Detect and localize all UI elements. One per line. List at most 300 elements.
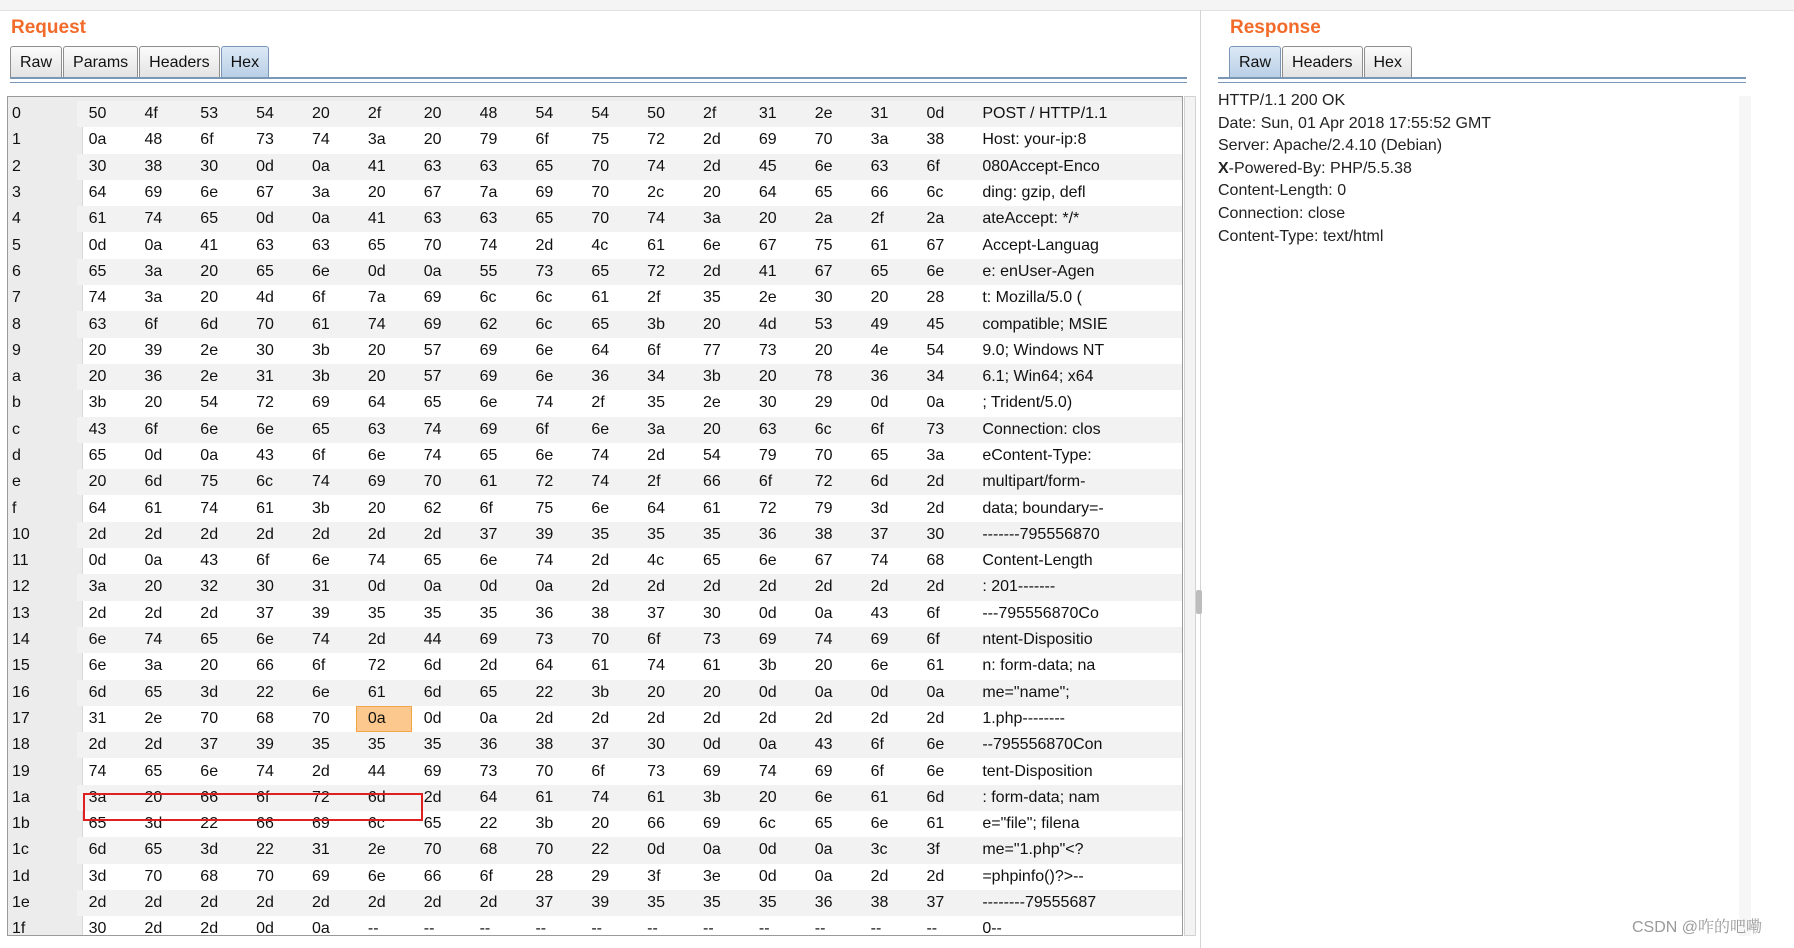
hex-byte-cell[interactable]: 0d: [747, 837, 803, 863]
hex-byte-cell[interactable]: 65: [423, 815, 442, 833]
ascii-cell[interactable]: 0--: [982, 920, 1002, 936]
hex-byte-cell[interactable]: 6e: [479, 394, 498, 412]
hex-byte-cell[interactable]: 54: [200, 394, 219, 412]
hex-byte-cell[interactable]: 2d: [870, 709, 889, 727]
hex-byte-cell[interactable]: 6c: [523, 311, 579, 337]
hex-byte-cell[interactable]: 0a: [803, 837, 859, 863]
hex-byte-cell[interactable]: 0a: [814, 867, 833, 885]
ascii-cell[interactable]: data; boundary=-: [982, 499, 1104, 517]
hex-byte-cell[interactable]: 3d: [88, 867, 107, 885]
hex-byte-cell[interactable]: --: [479, 920, 491, 936]
hex-byte-cell[interactable]: 6d: [423, 657, 442, 675]
hex-byte-cell[interactable]: 70: [814, 131, 833, 149]
hex-row[interactable]: [8, 890, 1182, 916]
hex-byte-cell[interactable]: 66: [256, 815, 274, 833]
hex-byte-cell[interactable]: 2d: [591, 552, 610, 570]
hex-byte-cell[interactable]: 35: [423, 604, 442, 622]
ascii-cell[interactable]: e="file"; filena: [982, 815, 1080, 833]
hex-byte-cell[interactable]: 72: [256, 394, 274, 412]
hex-byte-cell[interactable]: 0d: [758, 604, 777, 622]
hex-byte-cell[interactable]: 2d: [914, 574, 970, 600]
hex-byte-cell[interactable]: 6c: [803, 417, 859, 443]
hex-byte-cell[interactable]: 0d: [244, 206, 300, 232]
hex-byte-cell[interactable]: 37: [256, 604, 274, 622]
hex-byte-cell[interactable]: 66: [647, 815, 665, 833]
hex-byte-cell[interactable]: 6e: [244, 417, 300, 443]
hex-byte-cell[interactable]: 66: [870, 184, 889, 202]
hex-byte-cell[interactable]: 30: [77, 154, 133, 180]
hex-byte-cell[interactable]: 69: [356, 469, 412, 495]
hex-byte-cell[interactable]: 65: [77, 259, 133, 285]
hex-byte-cell[interactable]: 3b: [691, 364, 747, 390]
ascii-cell[interactable]: 1.php--------: [982, 709, 1065, 727]
hex-byte-cell[interactable]: 74: [647, 657, 665, 675]
hex-byte-cell[interactable]: 6f: [256, 552, 270, 570]
hex-byte-cell[interactable]: 6e: [870, 815, 889, 833]
ascii-cell[interactable]: multipart/form-: [970, 469, 1182, 495]
hex-byte-cell[interactable]: 2d: [132, 890, 188, 916]
hex-byte-cell[interactable]: 6d: [77, 680, 133, 706]
hex-byte-cell[interactable]: 63: [77, 311, 133, 337]
hex-byte-cell[interactable]: 50: [635, 101, 691, 127]
hex-byte-cell[interactable]: 0d: [758, 867, 777, 885]
hex-byte-cell[interactable]: 35: [747, 890, 803, 916]
hex-byte-cell[interactable]: 43: [256, 447, 274, 464]
hex-byte-cell[interactable]: 34: [914, 364, 970, 390]
hex-byte-cell[interactable]: 20: [367, 499, 386, 517]
hex-byte-cell[interactable]: 69: [703, 815, 721, 833]
hex-byte-cell[interactable]: 20: [200, 657, 219, 675]
hex-byte-cell[interactable]: 61: [523, 785, 579, 811]
hex-byte-cell[interactable]: 48: [468, 101, 524, 127]
hex-byte-cell[interactable]: 57: [423, 341, 442, 359]
hex-byte-cell[interactable]: 0a: [200, 447, 219, 464]
hex-byte-cell[interactable]: 6e: [803, 154, 859, 180]
hex-byte-cell[interactable]: 72: [635, 259, 691, 285]
hex-byte-cell[interactable]: 2e: [803, 101, 859, 127]
hex-byte-cell[interactable]: 3a: [367, 131, 386, 149]
hex-byte-cell[interactable]: 6d: [77, 837, 133, 863]
hex-byte-cell[interactable]: 6e: [914, 732, 970, 758]
hex-byte-cell[interactable]: 3b: [691, 785, 747, 811]
hex-byte-cell[interactable]: 28: [926, 289, 945, 307]
hex-byte-cell[interactable]: 0d: [144, 447, 163, 464]
hex-byte-cell[interactable]: 66: [188, 785, 244, 811]
hex-byte-cell[interactable]: 2d: [132, 522, 188, 548]
hex-byte-cell[interactable]: 63: [356, 417, 412, 443]
hex-byte-cell[interactable]: 67: [814, 552, 833, 570]
hex-byte-cell[interactable]: 20: [423, 131, 442, 149]
hex-byte-cell[interactable]: 67: [256, 184, 274, 202]
hex-byte-cell[interactable]: 74: [479, 236, 498, 254]
hex-byte-cell[interactable]: 65: [579, 259, 635, 285]
hex-row[interactable]: [8, 285, 1182, 311]
hex-byte-cell[interactable]: 2d: [300, 890, 356, 916]
ascii-cell[interactable]: e: enUser-Agen: [970, 259, 1182, 285]
hex-byte-cell[interactable]: 53: [188, 101, 244, 127]
hex-byte-cell[interactable]: 0d: [356, 574, 412, 600]
hex-byte-cell[interactable]: 73: [479, 762, 498, 780]
hex-byte-cell[interactable]: 6e: [591, 499, 610, 517]
hex-byte-cell[interactable]: 73: [256, 131, 274, 149]
hex-byte-cell[interactable]: 6e: [300, 259, 356, 285]
hex-byte-cell[interactable]: 2d: [356, 890, 412, 916]
hex-byte-cell[interactable]: 7a: [479, 184, 498, 202]
hex-byte-cell[interactable]: 2d: [591, 709, 610, 727]
hex-byte-cell[interactable]: 2d: [77, 522, 133, 548]
hex-row[interactable]: [8, 232, 1182, 258]
hex-byte-cell[interactable]: 69: [535, 184, 554, 202]
hex-byte-cell[interactable]: 61: [468, 469, 524, 495]
hex-byte-cell[interactable]: 20: [691, 417, 747, 443]
hex-byte-cell[interactable]: 61: [591, 289, 610, 307]
hex-row[interactable]: [8, 916, 1182, 936]
hex-byte-cell[interactable]: 35: [647, 394, 665, 412]
hex-byte-cell[interactable]: 2d: [88, 604, 107, 622]
hex-byte-cell[interactable]: 65: [132, 680, 188, 706]
hex-byte-cell[interactable]: 67: [758, 236, 777, 254]
hex-byte-cell[interactable]: 65: [300, 417, 356, 443]
hex-byte-cell[interactable]: 48: [144, 131, 163, 149]
hex-byte-cell[interactable]: 69: [144, 184, 163, 202]
hex-byte-cell[interactable]: 44: [367, 762, 386, 780]
hex-byte-cell[interactable]: 2d: [356, 522, 412, 548]
hex-byte-cell[interactable]: 35: [367, 604, 386, 622]
hex-byte-cell[interactable]: 0d: [691, 732, 747, 758]
ascii-cell[interactable]: ntent-Dispositio: [970, 627, 1182, 653]
hex-byte-cell[interactable]: 38: [591, 604, 610, 622]
hex-byte-cell[interactable]: 3b: [535, 815, 554, 833]
hex-byte-cell[interactable]: 38: [523, 732, 579, 758]
hex-byte-cell[interactable]: 0a: [144, 236, 163, 254]
ascii-cell[interactable]: POST / HTTP/1.1: [970, 101, 1182, 127]
hex-byte-cell[interactable]: 69: [468, 364, 524, 390]
hex-byte-cell[interactable]: 69: [747, 627, 803, 653]
ascii-cell[interactable]: compatible; MSIE: [970, 311, 1182, 337]
hex-byte-cell[interactable]: 2d: [412, 890, 468, 916]
hex-row[interactable]: [8, 653, 1182, 679]
hex-byte-cell[interactable]: 75: [814, 236, 833, 254]
hex-byte-cell[interactable]: 6e: [579, 417, 635, 443]
hex-byte-cell[interactable]: 2d: [468, 890, 524, 916]
hex-byte-cell[interactable]: 0a: [814, 604, 833, 622]
hex-byte-cell[interactable]: 63: [412, 206, 468, 232]
ascii-cell[interactable]: ; Trident/5.0): [982, 394, 1073, 412]
hex-byte-cell[interactable]: 20: [814, 341, 833, 359]
hex-byte-cell[interactable]: 36: [803, 890, 859, 916]
hex-byte-cell[interactable]: 0a: [144, 552, 163, 570]
hex-byte-cell[interactable]: 6c: [244, 469, 300, 495]
hex-byte-cell[interactable]: 6e: [523, 364, 579, 390]
hex-byte-cell[interactable]: 65: [132, 837, 188, 863]
hex-byte-cell[interactable]: 2f: [859, 206, 915, 232]
hex-byte-cell[interactable]: 35: [412, 732, 468, 758]
hex-byte-cell[interactable]: --: [814, 920, 826, 936]
hex-byte-cell[interactable]: 65: [703, 552, 721, 570]
hex-byte-cell[interactable]: 2d: [703, 709, 721, 727]
ascii-cell[interactable]: ---795556870Co: [982, 604, 1099, 622]
hex-byte-cell[interactable]: 22: [579, 837, 635, 863]
hex-byte-cell[interactable]: 2d: [691, 259, 747, 285]
hex-byte-cell[interactable]: 79: [814, 499, 833, 517]
hex-byte-cell[interactable]: 6f: [312, 289, 326, 307]
hex-byte-cell[interactable]: 38: [132, 154, 188, 180]
hex-byte-cell[interactable]: 6f: [312, 657, 326, 675]
hex-byte-cell[interactable]: 2d: [926, 499, 945, 517]
hex-byte-cell[interactable]: 70: [591, 184, 610, 202]
hex-byte-cell[interactable]: 6f: [244, 785, 300, 811]
hex-byte-cell[interactable]: 6e: [200, 762, 219, 780]
hex-byte-cell[interactable]: --: [926, 920, 938, 936]
hex-byte-cell[interactable]: --: [367, 920, 379, 936]
hex-byte-cell[interactable]: 6d: [859, 469, 915, 495]
hex-byte-cell[interactable]: 6f: [132, 311, 188, 337]
hex-row[interactable]: [8, 101, 1182, 127]
hex-byte-cell[interactable]: 37: [859, 522, 915, 548]
hex-byte-cell[interactable]: 45: [914, 311, 970, 337]
hex-byte-cell[interactable]: 0d: [468, 574, 524, 600]
hex-byte-cell[interactable]: 2e: [188, 364, 244, 390]
hex-byte-cell[interactable]: 39: [579, 890, 635, 916]
hex-row[interactable]: [8, 495, 1182, 521]
hex-byte-cell[interactable]: 20: [200, 289, 219, 307]
hex-byte-cell[interactable]: 61: [926, 657, 945, 675]
hex-byte-cell[interactable]: 6e: [535, 341, 554, 359]
hex-byte-cell[interactable]: 74: [635, 206, 691, 232]
hex-byte-cell[interactable]: 65: [523, 154, 579, 180]
hex-byte-cell[interactable]: 30: [758, 394, 777, 412]
hex-byte-cell[interactable]: 3a: [312, 184, 330, 202]
hex-byte-cell[interactable]: 73: [758, 341, 777, 359]
hex-byte-cell[interactable]: 41: [200, 236, 219, 254]
hex-byte-cell[interactable]: 69: [312, 394, 330, 412]
hex-row[interactable]: [8, 390, 1182, 416]
hex-byte-cell[interactable]: 36: [468, 732, 524, 758]
hex-byte-cell[interactable]: 0d: [244, 154, 300, 180]
hex-byte-cell[interactable]: 3b: [312, 341, 330, 359]
hex-byte-cell[interactable]: 0a: [691, 837, 747, 863]
ascii-cell[interactable]: -------795556870: [970, 522, 1182, 548]
hex-byte-cell[interactable]: 31: [244, 364, 300, 390]
hex-byte-cell[interactable]: 6f: [591, 762, 605, 780]
hex-byte-cell[interactable]: 2d: [535, 709, 554, 727]
hex-byte-cell[interactable]: 6f: [535, 131, 549, 149]
hex-byte-cell[interactable]: 30: [814, 289, 833, 307]
hex-byte-cell[interactable]: 61: [703, 657, 721, 675]
hex-byte-cell[interactable]: 2d: [635, 574, 691, 600]
hex-byte-cell[interactable]: 6e: [758, 552, 777, 570]
hex-byte-cell[interactable]: 20: [77, 364, 133, 390]
hex-byte-cell[interactable]: 41: [356, 206, 412, 232]
hex-row[interactable]: [8, 837, 1182, 863]
hex-byte-cell[interactable]: 30: [188, 154, 244, 180]
hex-byte-cell[interactable]: 43: [200, 552, 219, 570]
hex-byte-cell[interactable]: 62: [468, 311, 524, 337]
hex-byte-cell[interactable]: 20: [703, 184, 721, 202]
hex-byte-cell[interactable]: 65: [188, 206, 244, 232]
hex-byte-cell[interactable]: 70: [579, 627, 635, 653]
hex-byte-cell[interactable]: 7a: [367, 289, 386, 307]
hex-byte-cell[interactable]: 74: [579, 785, 635, 811]
hex-byte-cell[interactable]: 35: [691, 890, 747, 916]
hex-byte-cell[interactable]: 44: [412, 627, 468, 653]
hex-byte-cell[interactable]: 20: [870, 289, 889, 307]
hex-byte-cell[interactable]: 37: [188, 732, 244, 758]
hex-byte-cell[interactable]: 2f: [691, 101, 747, 127]
hex-row[interactable]: [8, 601, 1182, 627]
hex-byte-cell[interactable]: 20: [691, 680, 747, 706]
hex-byte-cell[interactable]: 34: [635, 364, 691, 390]
hex-byte-cell[interactable]: 72: [803, 469, 859, 495]
hex-byte-cell[interactable]: 70: [814, 447, 833, 464]
hex-byte-cell[interactable]: 6f: [479, 499, 493, 517]
hex-byte-cell[interactable]: 22: [200, 815, 219, 833]
hex-byte-cell[interactable]: 6f: [523, 417, 579, 443]
hex-byte-cell[interactable]: 3d: [144, 815, 163, 833]
hex-byte-cell[interactable]: 0a: [312, 920, 330, 936]
hex-byte-cell[interactable]: 64: [88, 499, 107, 517]
hex-row[interactable]: [8, 469, 1182, 495]
hex-byte-cell[interactable]: 69: [423, 762, 442, 780]
hex-byte-cell[interactable]: 6e: [535, 447, 554, 464]
hex-byte-cell[interactable]: 6f: [132, 417, 188, 443]
hex-byte-cell[interactable]: 37: [647, 604, 665, 622]
hex-byte-cell[interactable]: 66: [256, 657, 274, 675]
hex-byte-cell[interactable]: 69: [758, 131, 777, 149]
hex-byte-cell[interactable]: 73: [691, 627, 747, 653]
hex-byte-cell[interactable]: 74: [88, 289, 107, 307]
hex-byte-cell[interactable]: 70: [579, 154, 635, 180]
hex-byte-cell[interactable]: 63: [859, 154, 915, 180]
hex-byte-cell[interactable]: 68: [200, 867, 219, 885]
hex-byte-cell[interactable]: 3a: [77, 785, 133, 811]
hex-byte-cell[interactable]: 37: [523, 890, 579, 916]
hex-byte-cell[interactable]: 2d: [188, 522, 244, 548]
hex-byte-cell[interactable]: 20: [77, 469, 133, 495]
hex-byte-cell[interactable]: 74: [579, 469, 635, 495]
hex-byte-cell[interactable]: 0d: [88, 552, 107, 570]
hex-byte-cell[interactable]: 54: [703, 447, 721, 464]
hex-byte-cell[interactable]: 3a: [77, 574, 133, 600]
hex-byte-cell[interactable]: 6e: [803, 785, 859, 811]
hex-byte-cell[interactable]: 30: [88, 920, 107, 936]
hex-byte-cell[interactable]: 72: [758, 499, 777, 517]
hex-byte-cell[interactable]: 6f: [870, 762, 884, 780]
hex-byte-cell[interactable]: 2d: [144, 920, 163, 936]
hex-byte-cell[interactable]: 2e: [703, 394, 721, 412]
hex-byte-cell[interactable]: 35: [479, 604, 498, 622]
hex-byte-cell[interactable]: 20: [144, 394, 163, 412]
hex-byte-cell[interactable]: 73: [523, 627, 579, 653]
hex-byte-cell[interactable]: 39: [312, 604, 330, 622]
hex-byte-cell[interactable]: 64: [758, 184, 777, 202]
hex-byte-cell[interactable]: 2d: [703, 131, 721, 149]
hex-byte-cell[interactable]: 74: [256, 762, 274, 780]
hex-byte-cell[interactable]: 70: [523, 837, 579, 863]
hex-byte-cell[interactable]: 69: [468, 417, 524, 443]
hex-byte-cell[interactable]: 74: [870, 552, 889, 570]
hex-byte-cell[interactable]: 67: [926, 236, 945, 254]
hex-byte-cell[interactable]: 61: [77, 206, 133, 232]
hex-byte-cell[interactable]: 65: [479, 447, 498, 464]
hex-byte-cell[interactable]: 2a: [803, 206, 859, 232]
hex-byte-cell[interactable]: 54: [926, 341, 945, 359]
hex-byte-cell[interactable]: 75: [591, 131, 610, 149]
hex-byte-cell[interactable]: 6c: [758, 815, 776, 833]
hex-byte-cell[interactable]: 75: [535, 499, 554, 517]
hex-byte-cell[interactable]: 31: [88, 709, 107, 727]
hex-byte-cell[interactable]: 63: [256, 236, 274, 254]
hex-byte-cell[interactable]: 65: [523, 206, 579, 232]
hex-byte-cell[interactable]: 0d: [88, 236, 107, 254]
hex-byte-cell[interactable]: 43: [870, 604, 889, 622]
hex-byte-cell[interactable]: 20: [412, 101, 468, 127]
hex-byte-cell[interactable]: 30: [635, 732, 691, 758]
hex-byte-cell[interactable]: 2d: [691, 574, 747, 600]
hex-byte-cell[interactable]: 35: [703, 289, 721, 307]
hex-row[interactable]: [8, 574, 1182, 600]
hex-byte-cell[interactable]: 22: [523, 680, 579, 706]
hex-byte-cell[interactable]: 35: [635, 890, 691, 916]
hex-byte-cell[interactable]: 0a: [412, 259, 468, 285]
hex-byte-cell[interactable]: 6f: [200, 131, 214, 149]
hex-byte-cell[interactable]: 62: [423, 499, 442, 517]
hex-byte-cell[interactable]: 68: [926, 552, 945, 570]
hex-byte-cell[interactable]: 74: [312, 131, 330, 149]
ascii-cell[interactable]: n: form-data; na: [982, 657, 1096, 675]
hex-row[interactable]: [8, 417, 1182, 443]
hex-byte-cell[interactable]: 61: [256, 499, 274, 517]
hex-byte-cell[interactable]: 70: [412, 469, 468, 495]
hex-byte-cell[interactable]: 20: [132, 785, 188, 811]
hex-byte-cell[interactable]: 74: [367, 552, 386, 570]
hex-byte-cell[interactable]: 28: [535, 867, 554, 885]
hex-byte-cell[interactable]: 31: [859, 101, 915, 127]
hex-byte-cell[interactable]: 66: [423, 867, 442, 885]
hex-byte-cell[interactable]: 20: [635, 680, 691, 706]
hex-byte-cell[interactable]: 70: [579, 206, 635, 232]
hex-byte-cell[interactable]: 2d: [814, 709, 833, 727]
hex-byte-cell[interactable]: 3b: [312, 499, 330, 517]
hex-byte-cell[interactable]: 2d: [312, 762, 330, 780]
hex-byte-cell[interactable]: 6f: [312, 447, 326, 464]
hex-byte-cell[interactable]: 70: [244, 311, 300, 337]
hex-byte-cell[interactable]: 29: [591, 867, 610, 885]
hex-byte-cell[interactable]: 61: [870, 236, 889, 254]
hex-byte-cell[interactable]: 6d: [412, 680, 468, 706]
hex-byte-cell[interactable]: 74: [591, 447, 610, 464]
hex-byte-cell[interactable]: 36: [747, 522, 803, 548]
hex-byte-cell[interactable]: 70: [256, 867, 274, 885]
hex-byte-cell[interactable]: 6e: [479, 552, 498, 570]
hex-byte-cell[interactable]: 54: [579, 101, 635, 127]
hex-byte-cell[interactable]: 74: [300, 627, 356, 653]
hex-byte-cell[interactable]: 31: [747, 101, 803, 127]
hex-byte-cell[interactable]: 30: [256, 341, 274, 359]
hex-byte-cell[interactable]: 2d: [244, 890, 300, 916]
hex-byte-cell[interactable]: 6e: [88, 657, 107, 675]
tab-response-headers[interactable]: Headers: [1282, 46, 1362, 77]
tab-response-raw[interactable]: Raw: [1229, 46, 1281, 77]
hex-byte-cell[interactable]: --: [423, 920, 435, 936]
hex-byte-cell[interactable]: 55: [468, 259, 524, 285]
hex-byte-cell[interactable]: 0a: [412, 574, 468, 600]
hex-byte-cell[interactable]: 0a: [300, 154, 356, 180]
hex-byte-cell[interactable]: 65: [870, 447, 889, 464]
hex-byte-cell[interactable]: 65: [814, 815, 833, 833]
hex-byte-cell[interactable]: 6f: [859, 732, 915, 758]
hex-byte-cell[interactable]: 0d: [870, 394, 889, 412]
